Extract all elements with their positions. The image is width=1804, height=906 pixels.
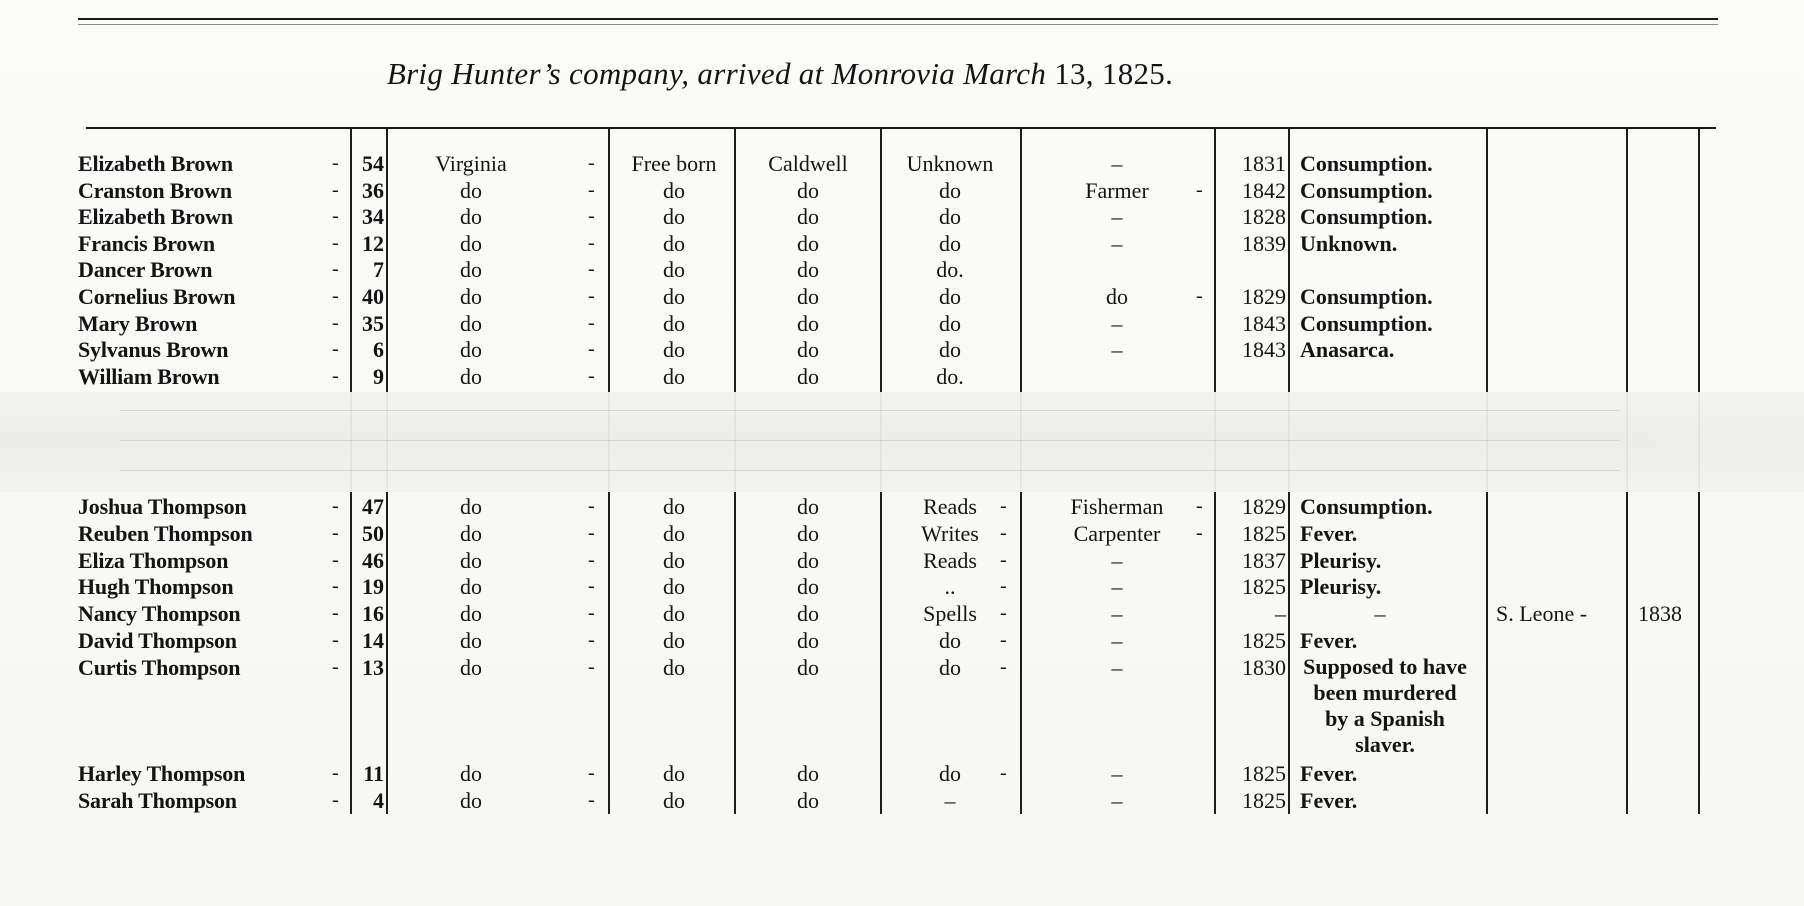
separator: - [588, 364, 595, 387]
death-year: 1843 [1242, 310, 1286, 336]
separator: - [1000, 548, 1007, 571]
age-value: 40 [362, 284, 384, 309]
separator: - [1000, 762, 1007, 784]
occupation: – [1111, 337, 1123, 363]
person-name: Joshua Thompson [78, 494, 247, 519]
person-name: Dancer Brown [78, 257, 213, 283]
birth-state: do [460, 601, 482, 627]
education: Spells [923, 601, 977, 627]
cause-of-death: Pleurisy. [1300, 574, 1382, 600]
cause-of-death: – [1374, 601, 1386, 627]
separator: - [332, 575, 339, 598]
birth-status: do [663, 574, 685, 600]
education: do [939, 628, 961, 653]
occupation: – [1111, 574, 1123, 600]
county: do [797, 761, 819, 786]
birth-status: do [663, 520, 685, 546]
death-year: 1837 [1242, 547, 1286, 573]
separator: - [332, 548, 339, 571]
table-row [0, 520, 1804, 547]
education: – [944, 787, 956, 813]
age-value: 11 [363, 761, 384, 786]
education: do [939, 654, 961, 680]
birth-status: do [663, 284, 685, 309]
cause-line: by a Spanish [1325, 705, 1445, 731]
table-row [0, 600, 1804, 627]
death-year: 1829 [1242, 494, 1286, 519]
occupation: – [1111, 204, 1123, 230]
separator: - [332, 152, 339, 174]
education: do [939, 204, 961, 230]
occupation: – [1111, 310, 1123, 336]
emigrated-to: S. Leone - [1496, 601, 1588, 627]
birth-status: do [663, 547, 685, 573]
separator: - [588, 258, 595, 281]
county: do [797, 654, 819, 680]
emigrated-year: 1838 [1638, 601, 1682, 627]
person-name: Elizabeth Brown [78, 204, 233, 230]
county: do [797, 363, 819, 389]
ghost-line [120, 410, 1620, 411]
birth-state: do [460, 310, 482, 336]
birth-state: do [460, 574, 482, 600]
table-row [0, 150, 1804, 177]
death-year: 1830 [1242, 654, 1286, 680]
education: Writes [921, 520, 979, 546]
occupation: – [1111, 230, 1123, 256]
education: do. [936, 363, 964, 389]
death-year: 1825 [1242, 787, 1286, 813]
birth-state: do [460, 628, 482, 653]
separator: - [1000, 521, 1007, 544]
death-year: 1843 [1242, 337, 1286, 363]
separator: - [1196, 521, 1203, 544]
death-year: 1829 [1242, 284, 1286, 309]
top-rule [78, 18, 1718, 20]
table-row [0, 627, 1804, 654]
curtis-cause-of-death [1290, 654, 1480, 758]
county: do [797, 257, 819, 283]
separator: - [332, 338, 339, 361]
separator: - [1196, 495, 1203, 517]
separator: - [588, 629, 595, 651]
person-name: William Brown [78, 363, 220, 389]
age-value: 36 [362, 177, 384, 203]
education: Reads [923, 494, 977, 519]
county: do [797, 787, 819, 813]
separator: - [588, 495, 595, 517]
birth-state: do [460, 787, 482, 813]
table-row [0, 654, 1804, 681]
death-year: 1825 [1242, 520, 1286, 546]
cause-line: Supposed to have [1303, 653, 1467, 679]
person-name: Elizabeth Brown [78, 151, 233, 176]
county: do [797, 337, 819, 363]
separator: - [588, 311, 595, 334]
table-row [0, 203, 1804, 230]
age-value: 54 [362, 151, 384, 176]
education: do [939, 337, 961, 363]
table-row [0, 547, 1804, 574]
person-name: Harley Thompson [78, 761, 246, 786]
cause-of-death: Anasarca. [1300, 337, 1395, 363]
separator: - [332, 231, 339, 254]
ghost-line [120, 470, 1620, 471]
separator: - [1000, 575, 1007, 598]
separator: - [332, 258, 339, 281]
education: do [939, 284, 961, 309]
death-year: – [1275, 601, 1286, 627]
occupation: – [1111, 787, 1123, 813]
person-name: Cranston Brown [78, 177, 232, 203]
person-name: Cornelius Brown [78, 284, 236, 309]
person-name: Nancy Thompson [78, 601, 241, 627]
age-value: 14 [362, 628, 384, 653]
death-year: 1839 [1242, 230, 1286, 256]
county: do [797, 520, 819, 546]
birth-status: do [663, 204, 685, 230]
birth-state: do [460, 284, 482, 309]
separator: - [332, 178, 339, 201]
age-value: 13 [362, 654, 384, 680]
cause-of-death: Consumption. [1300, 284, 1433, 309]
cause-of-death: Consumption. [1300, 310, 1433, 336]
birth-state: do [460, 363, 482, 389]
cause-of-death: Fever. [1300, 761, 1358, 786]
death-year: 1828 [1242, 204, 1286, 230]
birth-state: do [460, 761, 482, 786]
birth-state: do [460, 520, 482, 546]
person-name: David Thompson [78, 628, 237, 653]
county: do [797, 494, 819, 519]
birth-state: do [460, 337, 482, 363]
death-year: 1842 [1242, 177, 1286, 203]
separator: - [588, 521, 595, 544]
county: do [797, 204, 819, 230]
separator: - [1196, 178, 1203, 201]
occupation: – [1111, 601, 1123, 627]
birth-status: Free born [631, 151, 717, 176]
person-name: Francis Brown [78, 230, 215, 256]
cause-of-death: Unknown. [1300, 230, 1398, 256]
separator: - [332, 364, 339, 387]
table-row [0, 177, 1804, 204]
separator: - [332, 311, 339, 334]
separator: - [1196, 285, 1203, 307]
occupation: – [1111, 628, 1123, 653]
birth-state: Virginia [435, 151, 507, 176]
birth-status: do [663, 230, 685, 256]
cause-of-death: Pleurisy. [1300, 547, 1382, 573]
table-row [0, 256, 1804, 283]
occupation: – [1111, 761, 1123, 786]
separator: - [1000, 629, 1007, 651]
cause-of-death: Consumption. [1300, 151, 1433, 176]
birth-status: do [663, 628, 685, 653]
birth-status: do [663, 363, 685, 389]
age-value: 19 [362, 574, 384, 600]
person-name: Eliza Thompson [78, 547, 229, 573]
separator: - [332, 521, 339, 544]
death-year: 1831 [1242, 151, 1286, 176]
birth-state: do [460, 204, 482, 230]
table-row [0, 363, 1804, 390]
table-row [0, 230, 1804, 257]
separator: - [332, 205, 339, 228]
death-year: 1825 [1242, 574, 1286, 600]
age-value: 47 [362, 494, 384, 519]
separator: - [332, 495, 339, 517]
person-name: Hugh Thompson [78, 574, 234, 600]
person-name: Sylvanus Brown [78, 337, 229, 363]
cause-of-death: Fever. [1300, 520, 1358, 546]
birth-status: do [663, 257, 685, 283]
county: Caldwell [768, 151, 848, 176]
table-row [0, 760, 1804, 787]
death-year: 1825 [1242, 761, 1286, 786]
header-rule [86, 127, 1716, 129]
table-row [0, 573, 1804, 600]
county: do [797, 601, 819, 627]
education: Unknown [906, 151, 994, 176]
table-row [0, 493, 1804, 520]
table-row [0, 310, 1804, 337]
age-value: 4 [373, 787, 384, 813]
birth-state: do [460, 494, 482, 519]
person-name: Sarah Thompson [78, 787, 237, 813]
cause-line: been murdered [1313, 679, 1457, 705]
cause-of-death: Consumption. [1300, 204, 1433, 230]
table-row [0, 787, 1804, 814]
separator: - [588, 602, 595, 625]
cause-line: slaver. [1355, 731, 1415, 757]
faded-band [0, 392, 1804, 492]
county: do [797, 310, 819, 336]
separator: - [588, 338, 595, 361]
age-value: 12 [362, 230, 384, 256]
county: do [797, 574, 819, 600]
age-value: 7 [373, 257, 384, 283]
cause-of-death: Fever. [1300, 628, 1358, 653]
age-value: 46 [362, 547, 384, 573]
separator: - [1000, 602, 1007, 625]
birth-status: do [663, 761, 685, 786]
separator: - [588, 548, 595, 571]
occupation: Farmer [1085, 177, 1149, 203]
separator: - [332, 788, 339, 811]
birth-state: do [460, 654, 482, 680]
separator: - [332, 285, 339, 307]
occupation: do [1106, 284, 1128, 309]
birth-state: do [460, 230, 482, 256]
county: do [797, 628, 819, 653]
age-value: 6 [373, 337, 384, 363]
county: do [797, 230, 819, 256]
county: do [797, 547, 819, 573]
age-value: 35 [362, 310, 384, 336]
education: do [939, 310, 961, 336]
separator: - [588, 762, 595, 784]
birth-status: do [663, 654, 685, 680]
county: do [797, 284, 819, 309]
birth-status: do [663, 177, 685, 203]
age-value: 50 [362, 520, 384, 546]
birth-status: do [663, 310, 685, 336]
separator: - [588, 231, 595, 254]
person-name: Reuben Thompson [78, 520, 253, 546]
birth-status: do [663, 787, 685, 813]
separator: - [588, 178, 595, 201]
separator: - [588, 285, 595, 307]
person-name: Mary Brown [78, 310, 198, 336]
separator: - [332, 762, 339, 784]
cause-of-death: Consumption. [1300, 494, 1433, 519]
occupation: – [1111, 654, 1123, 680]
occupation: – [1111, 547, 1123, 573]
education: do [939, 230, 961, 256]
age-value: 16 [362, 601, 384, 627]
separator: - [588, 788, 595, 811]
age-value: 9 [373, 363, 384, 389]
education: .. [944, 574, 956, 600]
separator: - [332, 602, 339, 625]
county: do [797, 177, 819, 203]
education: do [939, 177, 961, 203]
separator: - [588, 575, 595, 598]
table-row [0, 336, 1804, 363]
occupation: Carpenter [1073, 520, 1161, 546]
top-rule-thin [78, 24, 1718, 25]
occupation: Fisherman [1070, 494, 1164, 519]
separator: - [588, 152, 595, 174]
education: do. [936, 257, 964, 283]
separator: - [332, 629, 339, 651]
title-date: 13, 1825. [1054, 56, 1174, 91]
separator: - [1000, 655, 1007, 678]
education: do [939, 761, 961, 786]
cause-of-death: Fever. [1300, 787, 1358, 813]
death-year: 1825 [1242, 628, 1286, 653]
page-title [0, 56, 1560, 92]
separator: - [332, 655, 339, 678]
birth-state: do [460, 257, 482, 283]
occupation: – [1111, 151, 1123, 176]
birth-status: do [663, 337, 685, 363]
birth-state: do [460, 177, 482, 203]
age-value: 34 [362, 204, 384, 230]
person-name: Curtis Thompson [78, 654, 241, 680]
separator: - [588, 655, 595, 678]
birth-status: do [663, 494, 685, 519]
separator: - [1000, 495, 1007, 517]
birth-status: do [663, 601, 685, 627]
separator: - [588, 205, 595, 228]
ghost-line [120, 440, 1620, 441]
education: Reads [923, 547, 977, 573]
birth-state: do [460, 547, 482, 573]
title-text: Brig Hunter’s company, arrived at Monrovia March [386, 56, 1047, 91]
cause-of-death: Consumption. [1300, 177, 1433, 203]
table-row [0, 283, 1804, 310]
